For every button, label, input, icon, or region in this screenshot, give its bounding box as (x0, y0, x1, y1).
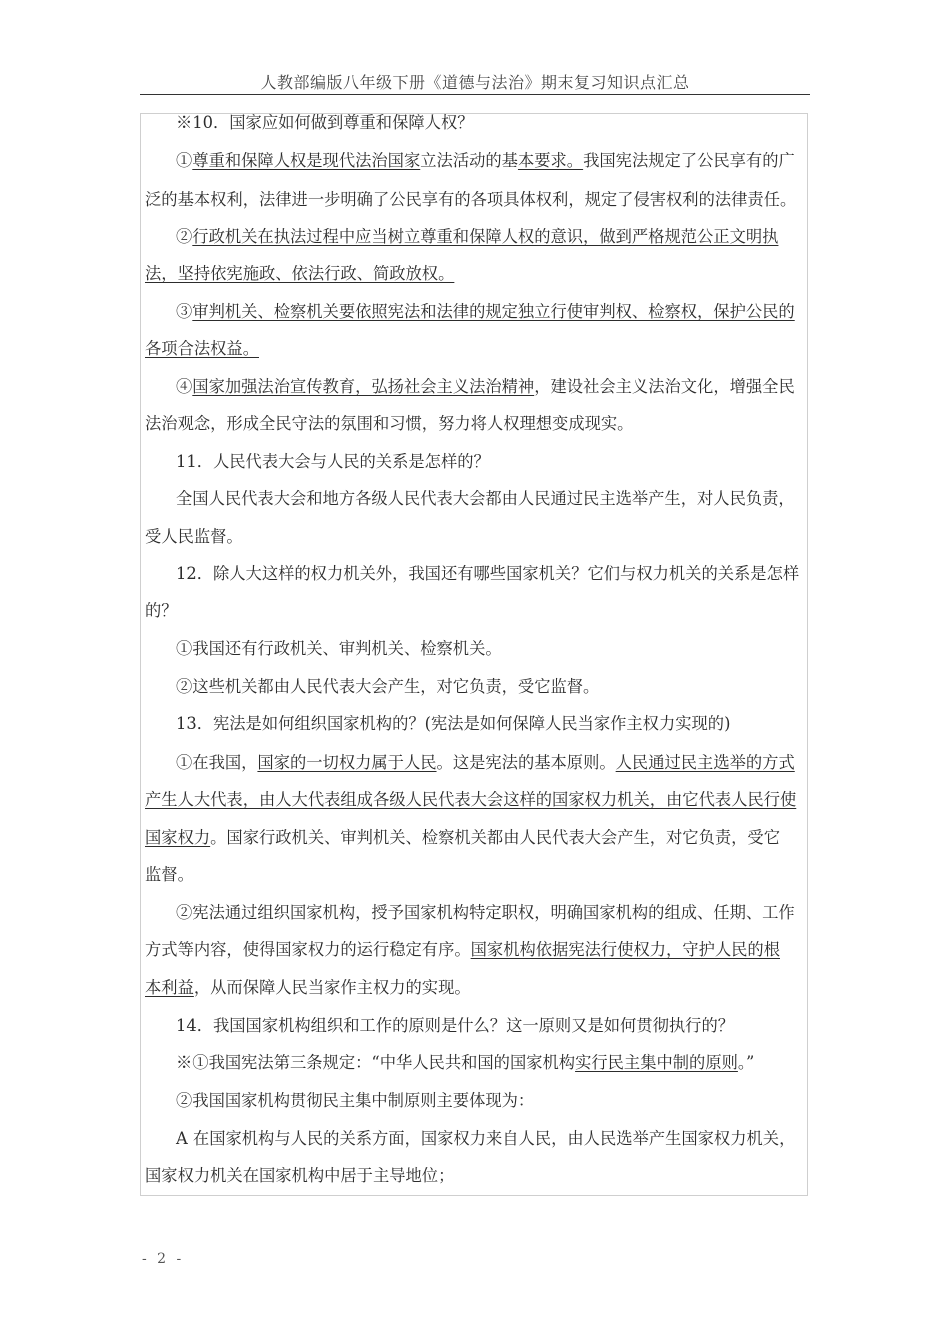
text-segment: ，建设社会主义法治文化，增强全民 (534, 377, 795, 396)
text-line (176, 301, 795, 323)
text-line (145, 864, 194, 886)
text-line (176, 713, 730, 735)
text-segment: ※①我国宪法第三条规定：“中华人民共和国的国家机构 (176, 1053, 576, 1072)
text-segment: ②我国国家机构贯彻民主集中制原则主要体现为： (176, 1091, 535, 1110)
text-line (145, 977, 471, 999)
text-segment: ※10．国家应如何做到尊重和保障人权？ (176, 113, 474, 132)
text-segment: 13．宪法是如何组织国家机构的？(宪法是如何保障人民当家作主权力实现的) (176, 714, 731, 733)
text-segment: 。这是宪法的基本原则。 (436, 753, 616, 772)
underlined-text: 本要求。 (517, 151, 584, 170)
page-number: - 2 - (142, 1251, 185, 1267)
text-line (176, 376, 795, 398)
text-segment: 11．人民代表大会与人民的关系是怎样的？ (176, 452, 490, 471)
text-line (145, 526, 243, 548)
underlined-text: 本利益 (145, 978, 194, 997)
text-segment: 12．除人大这样的权力机关外，我国还有哪些国家机关？它们与权力机关的关系是怎样 (176, 564, 800, 583)
text-line (176, 150, 795, 172)
text-line (176, 451, 490, 473)
text-line (145, 827, 780, 849)
underlined-text: 人民通过民主选举的方式 (615, 753, 795, 772)
underlined-text: 产生人大代表，由人大代表组成各级人民代表大会这样的国家权力机关，由它代表人民行使 (145, 790, 797, 809)
text-line (176, 902, 795, 924)
underlined-text: 行政机关在执法过程中应当树立尊重和保障人权的意识，做到严格规范公正文明执 (192, 227, 779, 246)
text-segment: ，从而保障人民当家作主权力的实现。 (193, 978, 471, 997)
underlined-text: 法，坚持依宪施政、依法行政、简政放权。 (145, 264, 455, 283)
text-segment: A 在国家机构与人民的关系方面，国家权力来自人民，由人民选举产生国家权力机关， (176, 1129, 796, 1148)
text-segment: 。” (737, 1053, 755, 1072)
text-segment: 方式等内容，使得国家权力的运行稳定有序。 (145, 940, 471, 959)
text-segment: ④ (176, 377, 193, 396)
text-segment: ① (176, 151, 193, 170)
text-segment: 国家权力机关在国家机构中居于主导地位； (145, 1166, 455, 1185)
text-line (176, 1052, 754, 1074)
underlined-text: 国家权力 (145, 828, 211, 847)
underlined-text: 国家加强法治宣传教育，弘扬社会主义法治精神 (192, 377, 535, 396)
text-line (176, 112, 474, 134)
text-segment: ②宪法通过组织国家机构，授予国家机构特定职权，明确国家机构的组成、任期、工作 (176, 903, 795, 922)
text-line (145, 939, 780, 961)
text-line (176, 563, 799, 585)
underlined-text: 尊重和保障人权是现代法治国家 (192, 151, 421, 170)
underlined-text: 审判机关、检察机关要依照宪法和法律的规定独立行使审判权、检察权，保护公民的 (192, 302, 795, 321)
text-segment: ①我国还有行政机关、审判机关、检察机关。 (176, 639, 502, 658)
text-segment: 泛的基本权利，法律进一步明确了公民享有的各项具体权利，规定了侵害权利的法律责任。 (145, 190, 797, 209)
text-segment: 的？ (145, 601, 178, 620)
text-line (176, 226, 778, 248)
text-line (145, 600, 178, 622)
text-segment: 受人民监督。 (145, 527, 243, 546)
text-segment: 我国宪法规定了公民享有的广 (583, 151, 795, 170)
text-segment: 法治观念，形成全民守法的氛围和习惯，努力将人权理想变成现实。 (145, 414, 634, 433)
text-segment: 立法活动的基 (420, 151, 518, 170)
underlined-text: 国家机构依据宪法行使权力，守护人民的根 (470, 940, 780, 959)
text-segment: 14．我国国家机构组织和工作的原则是什么？这一原则又是如何贯彻执行的？ (176, 1016, 735, 1035)
text-line (176, 638, 502, 660)
text-line (145, 1165, 454, 1187)
text-segment: 。国家行政机关、审判机关、检察机关都由人民代表大会产生，对它负责，受它 (210, 828, 780, 847)
document-header-title: 人教部编版八年级下册《道德与法治》期末复习知识点汇总 (260, 73, 690, 92)
text-segment: 全国人民代表大会和地方各级人民代表大会都由人民通过民主选举产生，对人民负责， (176, 489, 795, 508)
text-line (145, 263, 454, 285)
text-line (176, 676, 599, 698)
text-segment: ② (176, 227, 193, 246)
header-divider (140, 94, 810, 95)
text-line (145, 413, 633, 435)
text-segment: 监督。 (145, 865, 194, 884)
text-segment: ②这些机关都由人民代表大会产生，对它负责，受它监督。 (176, 677, 600, 696)
text-line (145, 338, 259, 360)
text-line (176, 752, 795, 774)
text-line (145, 189, 796, 211)
text-line (176, 1128, 795, 1150)
text-line (176, 1015, 734, 1037)
underlined-text: 国家的一切权力属于人民 (257, 753, 437, 772)
underlined-text: 各项合法权益。 (145, 339, 259, 358)
text-line (176, 488, 795, 510)
text-segment: ③ (176, 302, 193, 321)
underlined-text: 实行民主集中制的原则 (575, 1053, 738, 1072)
text-line (145, 789, 796, 811)
text-line (176, 1090, 534, 1112)
text-segment: ①在我国， (176, 753, 258, 772)
